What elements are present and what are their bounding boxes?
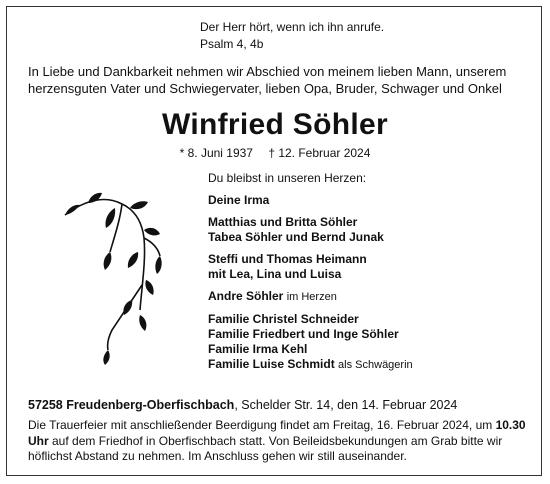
funeral-info-part-2: auf dem Friedhof in Oberfischbach statt. Von Beileidsbekundungen am Grab bitte wir höflichst Abstand zu nehmen. Im Anschluss gehen wir still auseinander. — [28, 433, 503, 463]
family-line: Familie Irma Kehl — [208, 342, 308, 356]
family-wife — [208, 193, 413, 208]
psalm-reference: Psalm 4, 4b — [200, 37, 264, 51]
andre-name: Andre Söhler — [208, 289, 284, 303]
last-note: als Schwägerin — [338, 359, 413, 371]
family-line: Matthias und Britta Söhler — [208, 215, 358, 229]
family-list — [208, 171, 413, 373]
intro-text: In Liebe und Dankbarkeit nehmen wir Abschied von meinem lieben Mann, unserem herzensguten Vater und Schwiegervater, lieben Opa, Bruder, Schwager und Onkel — [28, 64, 507, 96]
family-line: Steffi und Thomas Heimann — [208, 252, 367, 266]
address-rest: , Schelder Str. 14, den 14. Februar 2024 — [234, 398, 458, 412]
deceased-name: Winfried Söhler — [162, 108, 388, 141]
birth-date: * 8. Juni 1937 — [179, 146, 253, 160]
psalm-line-1: Der Herr hört, wenn ich ihn anrufe. — [200, 20, 385, 34]
andre-note: im Herzen — [286, 291, 337, 303]
life-dates — [0, 146, 550, 160]
family-line: Familie Christel Schneider — [208, 312, 359, 326]
family-group-2 — [208, 252, 413, 282]
wife-name: Deine Irma — [208, 193, 270, 207]
death-date: † 12. Februar 2024 — [268, 146, 371, 160]
branch-leaves-icon — [60, 190, 170, 365]
family-line: Familie Luise Schmidt — [208, 357, 335, 371]
family-group-1 — [208, 215, 413, 245]
address-line — [28, 398, 457, 412]
family-line: Tabea Söhler und Bernd Junak — [208, 230, 384, 244]
family-andre — [208, 289, 413, 305]
funeral-info-part-1: Die Trauerfeier mit anschließender Beerdigung findet am Freitag, 16. Februar 2024, um — [28, 418, 496, 432]
family-opening: Du bleibst in unseren Herzen: — [208, 171, 367, 185]
funeral-info — [28, 418, 528, 465]
psalm-quote — [200, 19, 384, 53]
family-line: mit Lea, Lina und Luisa — [208, 267, 342, 281]
address-place: 57258 Freudenberg-Oberfischbach — [28, 398, 235, 412]
family-line: Familie Friedbert und Inge Söhler — [208, 327, 399, 341]
funeral-time: 10.30 Uhr — [28, 418, 526, 448]
family-group-3 — [208, 312, 413, 373]
